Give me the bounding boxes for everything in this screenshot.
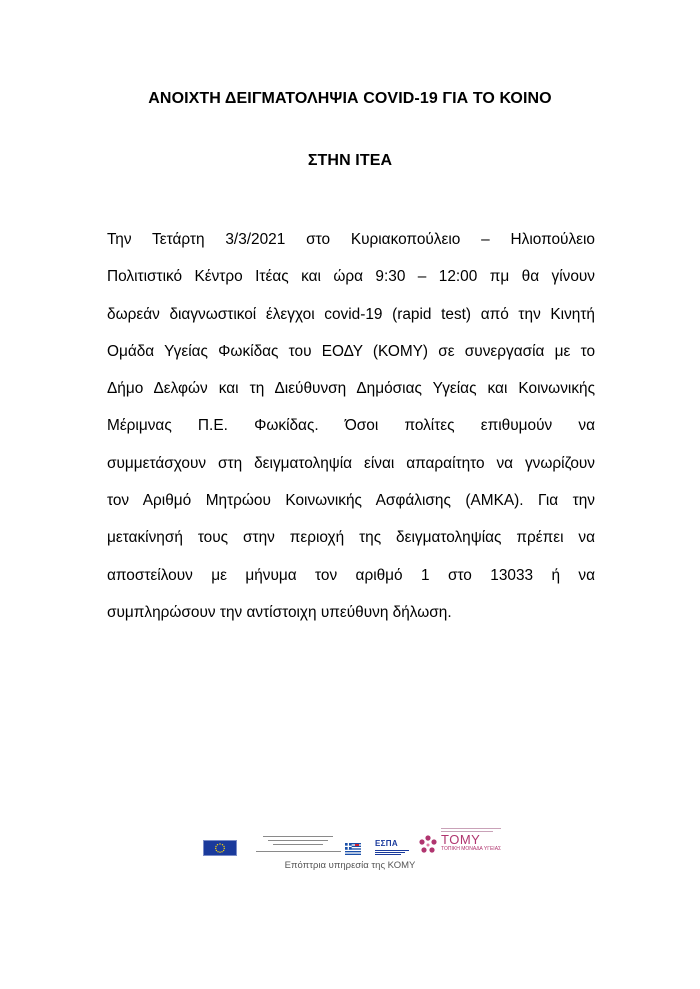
- paragraph-line: συμμετάσχουν στη δειγματοληψία είναι απαραίτητο να γνωρίζουν: [107, 454, 595, 472]
- paragraph-line: αποστείλουν με μήνυμα τον αριθμό 1 στο 13033 ή να: [107, 566, 595, 584]
- announcement-paragraph: [107, 221, 595, 631]
- paragraph-line: Την Τετάρτη 3/3/2021 στο Κυριακοπούλειο – Ηλιοπούλειο: [107, 231, 595, 248]
- paragraph-line: συμπληρώσουν την αντίστοιχη υπεύθυνη δήλωση.: [107, 603, 452, 621]
- document-title: ΑΝΟΙΧΤΗ ΔΕΙΓΜΑΤΟΛΗΨΙΑ COVID-19 ΓΙΑ ΤΟ ΚΟΙΝΟ: [148, 90, 552, 107]
- espa-label: ΕΣΠΑ: [375, 839, 398, 848]
- greek-flag-icon: [345, 842, 361, 854]
- flower-icon: [417, 834, 439, 856]
- tomy-logo: [441, 828, 515, 852]
- paragraph-line: Ομάδα Υγείας Φωκίδας του ΕΟΔΥ (ΚΟΜΥ) σε συνεργασία με το: [107, 342, 595, 360]
- paragraph-line: δωρεάν διαγνωστικοί έλεγχοι covid-19 (rapid test) από την Κινητή: [107, 305, 595, 323]
- paragraph-line: τον Αριθμό Μητρώου Κοινωνικής Ασφάλισης (ΑΜΚΑ). Για την: [107, 492, 595, 510]
- espa-logo: [375, 840, 411, 860]
- paragraph-line: μετακίνησή τους στην περιοχή της δειγματοληψίας πρέπει να: [107, 529, 595, 547]
- eu-flag-logo: [203, 840, 237, 856]
- supervisor-caption: Επόπτρια υπηρεσία της ΚΟΜΥ: [284, 860, 416, 871]
- paragraph-line: Δήμο Δελφών και τη Διεύθυνση Δημόσιας Υγείας και Κοινωνικής: [107, 380, 595, 398]
- ministry-text-logo: [253, 836, 343, 855]
- paragraph-line: Πολιτιστικό Κέντρο Ιτέας και ώρα 9:30 – 12:00 πμ θα γίνουν: [107, 268, 595, 286]
- document-subtitle: ΣΤΗΝ ΙΤΕΑ: [307, 152, 393, 169]
- paragraph-line: Μέριμνας Π.Ε. Φωκίδας. Όσοι πολίτες επιθυμούν να: [107, 417, 595, 435]
- tomy-subtitle: ΤΟΠΙΚΗ ΜΟΝΑΔΑ ΥΓΕΙΑΣ: [441, 846, 502, 852]
- tomy-label: TOMY: [441, 832, 481, 847]
